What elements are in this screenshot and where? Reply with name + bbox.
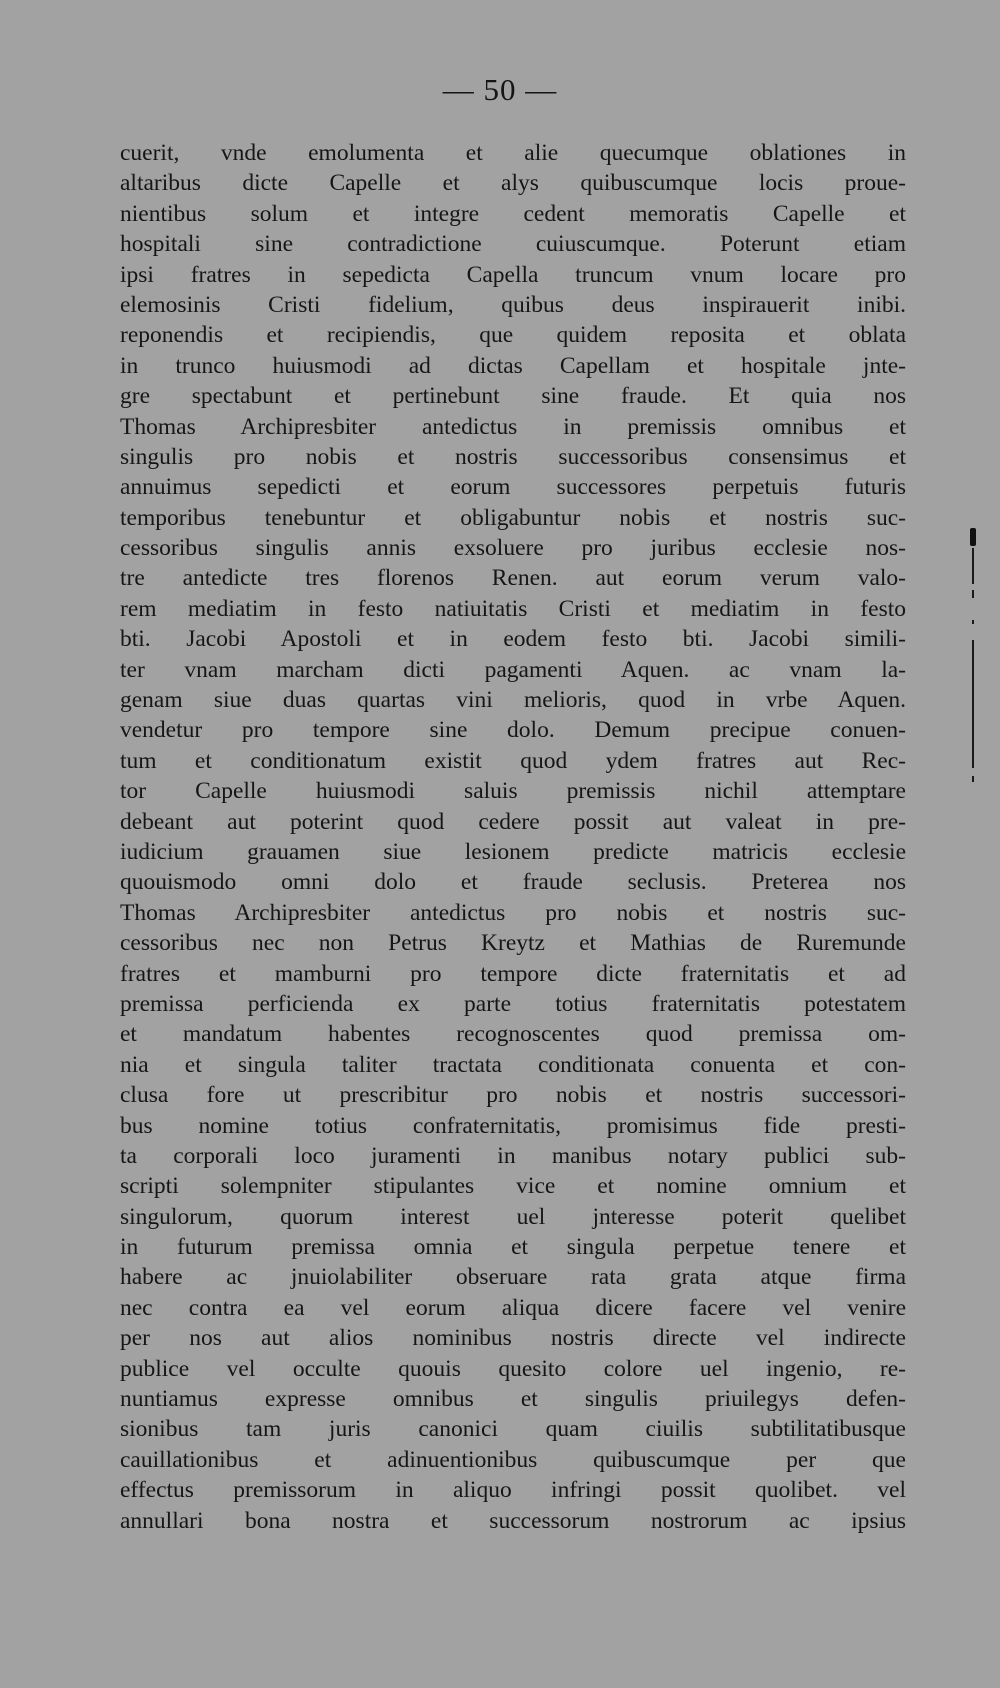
text-line: ta corporali loco juramenti in manibus notary publici sub-: [120, 1142, 906, 1169]
text-line: singulorum, quorum interest uel jnteresse poterit quelibet: [120, 1203, 906, 1230]
text-line: singulis pro nobis et nostris successoribus consensimus et: [120, 443, 906, 470]
text-line: et mandatum habentes recognoscentes quod premissa om-: [120, 1021, 906, 1048]
text-line: hospitali sine contradictione cuiuscumque. Poterunt etiam: [120, 231, 906, 258]
text-line: tum et conditionatum existit quod ydem fratres aut Rec-: [120, 747, 906, 774]
text-line: tre antedicte tres florenos Renen. aut eorum verum valo-: [120, 565, 906, 592]
text-line: bus nomine totius confraternitatis, promisimus fide presti-: [120, 1112, 906, 1139]
text-line: bti. Jacobi Apostoli et in eodem festo bti. Jacobi simili-: [120, 626, 906, 653]
text-line: altaribus dicte Capelle et alys quibuscumque locis proue-: [120, 170, 906, 197]
text-line: tor Capelle huiusmodi saluis premissis nichil attemptare: [120, 778, 906, 805]
text-line: temporibus tenebuntur et obligabuntur nobis et nostris suc-: [120, 504, 906, 531]
text-line: vendetur pro tempore sine dolo. Demum precipue conuen-: [120, 717, 906, 744]
text-line: annullari bona nostra et successorum nostrorum ac ipsius: [120, 1507, 906, 1534]
text-line: scripti solempniter stipulantes vice et nomine omnium et: [120, 1173, 906, 1200]
text-line: iudicium grauamen siue lesionem predicte matricis ecclesie: [120, 838, 906, 865]
text-line: clusa fore ut prescribitur pro nobis et nostris successori-: [120, 1082, 906, 1109]
page-number: — 50 —: [442, 72, 558, 107]
text-line: premissa perficienda ex parte totius fraternitatis potestatem: [120, 990, 906, 1017]
text-line: publice vel occulte quouis quesito colore uel ingenio, re-: [120, 1355, 906, 1382]
text-line: nia et singula taliter tractata conditionata conuenta et con-: [120, 1051, 906, 1078]
text-line: gre spectabunt et pertinebunt sine fraude. Et quia nos: [120, 383, 906, 410]
text-line: quouismodo omni dolo et fraude seclusis. Preterea nos: [120, 869, 906, 896]
text-line: in futurum premissa omnia et singula perpetue tenere et: [120, 1234, 906, 1261]
text-line: Thomas Archipresbiter antedictus pro nobis et nostris suc-: [120, 899, 906, 926]
body-text: [120, 138, 906, 1536]
text-line: Thomas Archipresbiter antedictus in premissis omnibus et: [120, 413, 906, 440]
text-line: nec contra ea vel eorum aliqua dicere facere vel venire: [120, 1294, 906, 1321]
text-line: cessoribus nec non Petrus Kreytz et Mathias de Ruremunde: [120, 930, 906, 957]
text-line: effectus premissorum in aliquo infringi possit quolibet. vel: [120, 1477, 906, 1504]
text-line: per nos aut alios nominibus nostris directe vel indirecte: [120, 1325, 906, 1352]
text-line: reponendis et recipiendis, que quidem reposita et oblata: [120, 322, 906, 349]
text-line: rem mediatim in festo natiuitatis Cristi et mediatim in festo: [120, 595, 906, 622]
text-line: debeant aut poterint quod cedere possit aut valeat in pre-: [120, 808, 906, 835]
text-line: cessoribus singulis annis exsoluere pro juribus ecclesie nos-: [120, 535, 906, 562]
text-line: genam siue duas quartas vini melioris, quod in vrbe Aquen.: [120, 687, 906, 714]
text-line: annuimus sepedicti et eorum successores perpetuis futuris: [120, 474, 906, 501]
text-line: nuntiamus expresse omnibus et singulis priuilegys defen-: [120, 1386, 906, 1413]
text-line: in trunco huiusmodi ad dictas Capellam et hospitale jnte-: [120, 352, 906, 379]
text-line: habere ac jnuiolabiliter obseruare rata grata atque firma: [120, 1264, 906, 1291]
text-line: elemosinis Cristi fidelium, quibus deus inspirauerit inibi.: [120, 291, 906, 318]
text-line: fratres et mamburni pro tempore dicte fraternitatis et ad: [120, 960, 906, 987]
text-line: cauillationibus et adinuentionibus quibuscumque per que: [120, 1446, 906, 1473]
text-line: ter vnam marcham dicti pagamenti Aquen. ac vnam la-: [120, 656, 906, 683]
text-line: ipsi fratres in sepedicta Capella truncum vnum locare pro: [120, 261, 906, 288]
text-line: sionibus tam juris canonici quam ciuilis subtilitatibusque: [120, 1416, 906, 1443]
text-line: cuerit, vnde emolumenta et alie quecumque oblationes in: [120, 140, 906, 166]
text-line: nientibus solum et integre cedent memoratis Capelle et: [120, 200, 906, 227]
margin-mark: [970, 528, 976, 788]
